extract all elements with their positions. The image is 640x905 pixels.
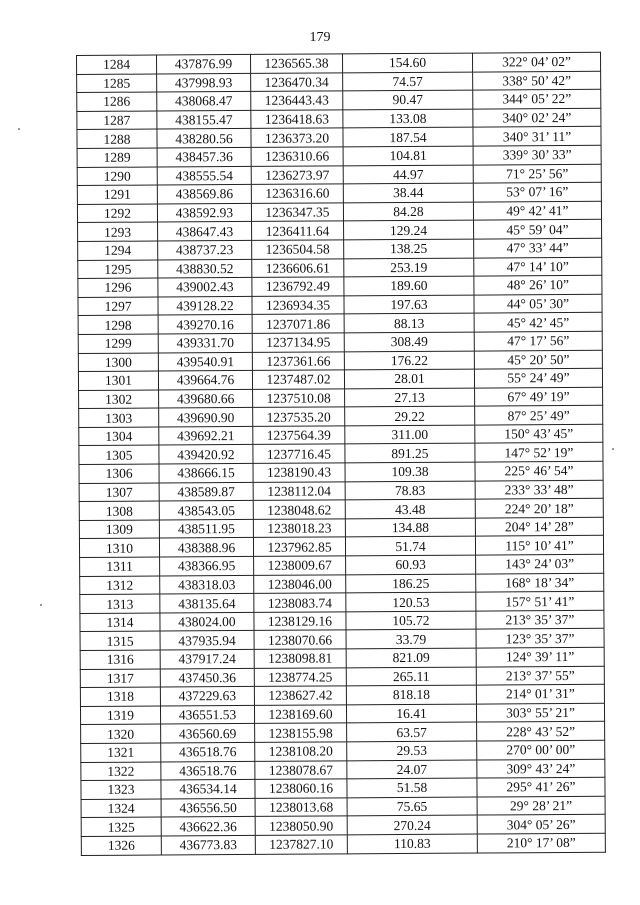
point-number-cell: 1293	[78, 222, 158, 241]
y-coordinate-cell: 1236418.63	[251, 110, 343, 129]
distance-cell: 186.25	[346, 574, 476, 593]
bearing-cell: 309° 43’ 24”	[477, 759, 605, 778]
point-number-cell: 1284	[77, 55, 157, 74]
bearing-cell: 45° 42’ 45”	[474, 313, 602, 332]
point-number-cell: 1313	[80, 594, 160, 613]
point-number-cell: 1323	[81, 780, 161, 799]
x-coordinate-cell: 439270.16	[158, 315, 252, 334]
bearing-cell: 228° 43’ 52”	[477, 722, 605, 741]
distance-cell: 90.47	[343, 90, 473, 109]
distance-cell: 270.24	[347, 815, 477, 834]
y-coordinate-cell: 1238112.04	[253, 482, 345, 501]
point-number-cell: 1320	[81, 724, 161, 743]
x-coordinate-cell: 438647.43	[158, 222, 252, 241]
bearing-cell: 213° 35’ 37”	[476, 610, 604, 629]
bearing-cell: 340° 31’ 11”	[473, 127, 601, 146]
distance-cell: 74.57	[343, 72, 473, 91]
distance-cell: 88.13	[344, 313, 474, 332]
y-coordinate-cell: 1236310.66	[251, 147, 343, 166]
point-number-cell: 1312	[80, 576, 160, 595]
point-number-cell: 1286	[77, 92, 157, 111]
bearing-cell: 115° 10’ 41”	[475, 536, 603, 555]
y-coordinate-cell: 1238048.62	[253, 500, 345, 519]
y-coordinate-cell: 1238169.60	[254, 705, 346, 724]
x-coordinate-cell: 436518.76	[161, 761, 255, 780]
bearing-cell: 45° 59’ 04”	[474, 220, 602, 239]
distance-cell: 27.13	[345, 388, 475, 407]
y-coordinate-cell: 1236470.34	[251, 72, 343, 91]
bearing-cell: 214° 01’ 31”	[476, 684, 604, 703]
point-number-cell: 1292	[77, 204, 157, 223]
y-coordinate-cell: 1238083.74	[254, 593, 346, 612]
bearing-cell: 71° 25’ 56”	[473, 164, 601, 183]
point-number-cell: 1301	[78, 371, 158, 390]
x-coordinate-cell: 437935.94	[160, 631, 254, 650]
y-coordinate-cell: 1236443.43	[251, 91, 343, 110]
distance-cell: 29.53	[347, 741, 477, 760]
distance-cell: 38.44	[343, 183, 473, 202]
page-number: 179	[309, 30, 331, 45]
distance-cell: 51.58	[347, 778, 477, 797]
distance-cell: 187.54	[343, 127, 473, 146]
x-coordinate-cell: 439420.92	[159, 445, 253, 464]
x-coordinate-cell: 436560.69	[161, 724, 255, 743]
y-coordinate-cell: 1237361.66	[252, 351, 344, 370]
distance-cell: 129.24	[344, 220, 474, 239]
point-number-cell: 1325	[81, 817, 161, 836]
table-row	[81, 833, 605, 855]
y-coordinate-cell: 1237827.10	[255, 835, 347, 854]
bearing-cell: 47° 17’ 56”	[474, 331, 602, 350]
x-coordinate-cell: 438555.54	[157, 166, 251, 185]
x-coordinate-cell: 439692.21	[159, 426, 253, 445]
x-coordinate-cell: 437917.24	[160, 649, 254, 668]
x-coordinate-cell: 438318.03	[160, 575, 254, 594]
point-number-cell: 1296	[78, 278, 158, 297]
point-number-cell: 1308	[79, 501, 159, 520]
y-coordinate-cell: 1236347.35	[251, 203, 343, 222]
y-coordinate-cell: 1238013.68	[255, 798, 347, 817]
distance-cell: 16.41	[346, 704, 476, 723]
x-coordinate-cell: 438024.00	[160, 612, 254, 631]
x-coordinate-cell: 439331.70	[158, 333, 252, 352]
bearing-cell: 87° 25’ 49”	[475, 406, 603, 425]
bearing-cell: 270° 00’ 00”	[477, 740, 605, 759]
point-number-cell: 1297	[78, 297, 158, 316]
distance-cell: 78.83	[345, 481, 475, 500]
x-coordinate-cell: 436518.76	[161, 742, 255, 761]
x-coordinate-cell: 438135.64	[160, 594, 254, 613]
point-number-cell: 1305	[79, 445, 159, 464]
distance-cell: 24.07	[347, 760, 477, 779]
x-coordinate-cell: 439540.91	[158, 352, 252, 371]
point-number-cell: 1287	[77, 111, 157, 130]
bearing-cell: 303° 55’ 21”	[476, 703, 604, 722]
point-number-cell: 1294	[78, 241, 158, 260]
bearing-cell: 340° 02’ 24”	[473, 108, 601, 127]
point-number-cell: 1322	[81, 762, 161, 781]
x-coordinate-cell: 438511.95	[159, 519, 253, 538]
point-number-cell: 1307	[79, 483, 159, 502]
x-coordinate-cell: 436551.53	[160, 705, 254, 724]
distance-cell: 28.01	[344, 369, 474, 388]
coordinates-table	[76, 52, 606, 856]
x-coordinate-cell: 436556.50	[161, 798, 255, 817]
point-number-cell: 1299	[78, 334, 158, 353]
distance-cell: 821.09	[346, 648, 476, 667]
table-body	[77, 52, 606, 855]
distance-cell: 51.74	[345, 537, 475, 556]
y-coordinate-cell: 1238774.25	[254, 667, 346, 686]
point-number-cell: 1326	[81, 836, 161, 855]
y-coordinate-cell: 1238190.43	[253, 463, 345, 482]
y-coordinate-cell: 1238060.16	[255, 779, 347, 798]
point-number-cell: 1318	[80, 687, 160, 706]
distance-cell: 120.53	[346, 592, 476, 611]
x-coordinate-cell: 438830.52	[158, 259, 252, 278]
x-coordinate-cell: 438457.36	[157, 147, 251, 166]
point-number-cell: 1310	[79, 538, 159, 557]
x-coordinate-cell: 438280.56	[157, 129, 251, 148]
x-coordinate-cell: 439664.76	[158, 371, 252, 390]
bearing-cell: 29° 28’ 21”	[477, 796, 605, 815]
y-coordinate-cell: 1237510.08	[253, 389, 345, 408]
y-coordinate-cell: 1236565.38	[250, 54, 342, 73]
distance-cell: 253.19	[344, 258, 474, 277]
x-coordinate-cell: 438589.87	[159, 482, 253, 501]
y-coordinate-cell: 1237962.85	[253, 537, 345, 556]
point-number-cell: 1285	[77, 74, 157, 93]
bearing-cell: 304° 05’ 26”	[477, 815, 605, 834]
distance-cell: 133.08	[343, 109, 473, 128]
bearing-cell: 157° 51’ 41”	[476, 592, 604, 611]
bearing-cell: 147° 52’ 19”	[475, 443, 603, 462]
distance-cell: 60.93	[346, 555, 476, 574]
bearing-cell: 224° 20’ 18”	[475, 499, 603, 518]
x-coordinate-cell: 438569.86	[157, 185, 251, 204]
bearing-cell: 204° 14’ 28”	[475, 517, 603, 536]
distance-cell: 308.49	[344, 332, 474, 351]
distance-cell: 311.00	[345, 425, 475, 444]
bearing-cell: 123° 35’ 37”	[476, 629, 604, 648]
y-coordinate-cell: 1236316.60	[251, 184, 343, 203]
point-number-cell: 1306	[79, 464, 159, 483]
y-coordinate-cell: 1238129.16	[254, 612, 346, 631]
x-coordinate-cell: 438388.96	[159, 538, 253, 557]
bearing-cell: 53° 07’ 16”	[473, 182, 601, 201]
bearing-cell: 49° 42’ 41”	[473, 201, 601, 220]
x-coordinate-cell: 436773.83	[161, 835, 255, 854]
bearing-cell: 44° 05’ 30”	[474, 294, 602, 313]
y-coordinate-cell: 1238108.20	[255, 742, 347, 761]
scan-speck	[40, 604, 42, 606]
y-coordinate-cell: 1236411.64	[252, 221, 344, 240]
bearing-cell: 67° 49’ 19”	[475, 387, 603, 406]
point-number-cell: 1291	[77, 185, 157, 204]
distance-cell: 104.81	[343, 146, 473, 165]
scan-speck	[612, 448, 614, 450]
point-number-cell: 1290	[77, 167, 157, 186]
y-coordinate-cell: 1238155.98	[255, 723, 347, 742]
y-coordinate-cell: 1238627.42	[254, 686, 346, 705]
point-number-cell: 1315	[80, 631, 160, 650]
x-coordinate-cell: 439002.43	[158, 278, 252, 297]
scan-speck	[18, 128, 20, 130]
bearing-cell: 339° 30’ 33”	[473, 145, 601, 164]
distance-cell: 189.60	[344, 276, 474, 295]
x-coordinate-cell: 437229.63	[160, 687, 254, 706]
point-number-cell: 1295	[78, 260, 158, 279]
point-number-cell: 1288	[77, 129, 157, 148]
y-coordinate-cell: 1238009.67	[254, 556, 346, 575]
point-number-cell: 1319	[80, 706, 160, 725]
point-number-cell: 1303	[79, 408, 159, 427]
y-coordinate-cell: 1238050.90	[255, 816, 347, 835]
bearing-cell: 233° 33’ 48”	[475, 480, 603, 499]
bearing-cell: 344° 05’ 22”	[473, 89, 601, 108]
distance-cell: 154.60	[342, 53, 472, 72]
y-coordinate-cell: 1237487.02	[252, 370, 344, 389]
bearing-cell: 322° 04’ 02”	[472, 52, 600, 71]
distance-cell: 138.25	[344, 239, 474, 258]
distance-cell: 33.79	[346, 629, 476, 648]
y-coordinate-cell: 1236792.49	[252, 277, 344, 296]
x-coordinate-cell: 438068.47	[157, 92, 251, 111]
distance-cell: 110.83	[347, 834, 477, 853]
distance-cell: 105.72	[346, 611, 476, 630]
y-coordinate-cell: 1236606.61	[252, 258, 344, 277]
distance-cell: 44.97	[343, 165, 473, 184]
point-number-cell: 1300	[78, 353, 158, 372]
distance-cell: 43.48	[345, 499, 475, 518]
point-number-cell: 1324	[81, 799, 161, 818]
bearing-cell: 295° 41’ 26”	[477, 777, 605, 796]
y-coordinate-cell: 1238018.23	[253, 519, 345, 538]
y-coordinate-cell: 1238046.00	[254, 574, 346, 593]
x-coordinate-cell: 439690.90	[159, 408, 253, 427]
x-coordinate-cell: 437876.99	[157, 54, 251, 73]
y-coordinate-cell: 1237716.45	[253, 444, 345, 463]
x-coordinate-cell: 437998.93	[157, 73, 251, 92]
y-coordinate-cell: 1237535.20	[253, 407, 345, 426]
y-coordinate-cell: 1236504.58	[252, 240, 344, 259]
distance-cell: 265.11	[346, 667, 476, 686]
x-coordinate-cell: 438666.15	[159, 463, 253, 482]
bearing-cell: 47° 33’ 44”	[474, 238, 602, 257]
bearing-cell: 48° 26’ 10”	[474, 275, 602, 294]
x-coordinate-cell: 438543.05	[159, 501, 253, 520]
y-coordinate-cell: 1237564.39	[253, 426, 345, 445]
y-coordinate-cell: 1238070.66	[254, 630, 346, 649]
bearing-cell: 338° 50’ 42”	[473, 71, 601, 90]
bearing-cell: 168° 18’ 34”	[476, 573, 604, 592]
distance-cell: 63.57	[347, 722, 477, 741]
distance-cell: 176.22	[344, 351, 474, 370]
point-number-cell: 1314	[80, 613, 160, 632]
x-coordinate-cell: 439680.66	[159, 389, 253, 408]
point-number-cell: 1304	[79, 427, 159, 446]
distance-cell: 109.38	[345, 462, 475, 481]
y-coordinate-cell: 1238098.81	[254, 649, 346, 668]
bearing-cell: 143° 24’ 03”	[476, 554, 604, 573]
y-coordinate-cell: 1236934.35	[252, 296, 344, 315]
y-coordinate-cell: 1237071.86	[252, 314, 344, 333]
bearing-cell: 47° 14’ 10”	[474, 257, 602, 276]
distance-cell: 84.28	[343, 202, 473, 221]
distance-cell: 891.25	[345, 444, 475, 463]
x-coordinate-cell: 439128.22	[158, 296, 252, 315]
x-coordinate-cell: 438737.23	[158, 240, 252, 259]
x-coordinate-cell: 437450.36	[160, 668, 254, 687]
x-coordinate-cell: 438155.47	[157, 110, 251, 129]
x-coordinate-cell: 436534.14	[161, 780, 255, 799]
x-coordinate-cell: 438366.95	[160, 556, 254, 575]
bearing-cell: 55° 24’ 49”	[474, 368, 602, 387]
x-coordinate-cell: 438592.93	[157, 203, 251, 222]
point-number-cell: 1309	[79, 520, 159, 539]
x-coordinate-cell: 436622.36	[161, 817, 255, 836]
point-number-cell: 1289	[77, 148, 157, 167]
distance-cell: 818.18	[346, 685, 476, 704]
y-coordinate-cell: 1236273.97	[251, 165, 343, 184]
bearing-cell: 150° 43’ 45”	[475, 424, 603, 443]
point-number-cell: 1316	[80, 650, 160, 669]
distance-cell: 75.65	[347, 797, 477, 816]
point-number-cell: 1321	[81, 743, 161, 762]
distance-cell: 29.22	[345, 406, 475, 425]
bearing-cell: 225° 46’ 54”	[475, 461, 603, 480]
bearing-cell: 124° 39’ 11”	[476, 647, 604, 666]
point-number-cell: 1302	[79, 390, 159, 409]
y-coordinate-cell: 1236373.20	[251, 128, 343, 147]
bearing-cell: 210° 17’ 08”	[477, 833, 605, 852]
point-number-cell: 1317	[80, 669, 160, 688]
bearing-cell: 45° 20’ 50”	[474, 350, 602, 369]
bearing-cell: 213° 37’ 55”	[476, 666, 604, 685]
y-coordinate-cell: 1238078.67	[255, 760, 347, 779]
point-number-cell: 1298	[78, 315, 158, 334]
y-coordinate-cell: 1237134.95	[252, 333, 344, 352]
distance-cell: 134.88	[345, 518, 475, 537]
distance-cell: 197.63	[344, 295, 474, 314]
point-number-cell: 1311	[80, 557, 160, 576]
